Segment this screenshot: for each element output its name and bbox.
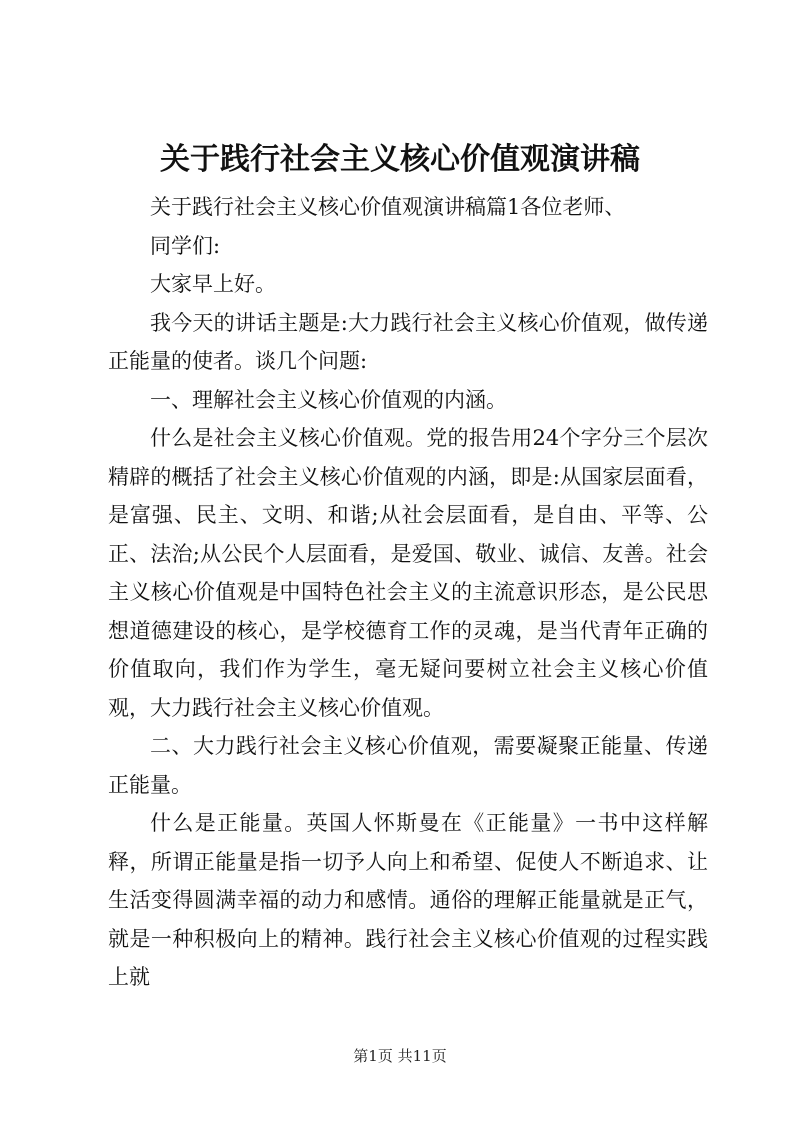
paragraph-4: 我今天的讲话主题是:大力践行社会主义核心价值观，做传递正能量的使者。谈几个问题: [108, 310, 708, 373]
document-body [108, 188, 708, 997]
paragraph-2: 同学们: [150, 233, 221, 258]
document-title: 关于践行社会主义核心价值观演讲稿 [160, 142, 640, 177]
page-footer: 第1页 共11页 [353, 1047, 447, 1065]
paragraph-1: 关于践行社会主义核心价值观演讲稿篇1各位老师、 [150, 195, 626, 219]
paragraph-5: 一、理解社会主义核心价值观的内涵。 [150, 387, 507, 412]
paragraph-8: 什么是正能量。英国人怀斯曼在《正能量》一书中这样解释，所谓正能量是指一切予人向上和希望、促使人不断追求、让生活变得圆满幸福的动力和感情。通俗的理解正能量就是正气，就是一种积极向上的精神。践行社会主义核心价值观的过程实践上就 [108, 811, 708, 989]
paragraph-6: 什么是社会主义核心价值观。党的报告用24个字分三个层次精辟的概括了社会主义核心价值观的内涵，即是:从国家层面看，是富强、民主、文明、和谐;从社会层面看，是自由、平等、公正、法治;从公民个人层面看，是爱国、敬业、诚信、友善。社会主义核心价值观是中国特色社会主义的主流意识形态，是公民思想道德建设的核心，是学校德育工作的灵魂，是当代青年正确的价值取向，我们作为学生，毫无疑问要树立社会主义核心价值观，大力践行社会主义核心价值观。 [108, 426, 708, 720]
paragraph-7: 二、大力践行社会主义核心价值观，需要凝聚正能量、传递正能量。 [108, 734, 708, 797]
paragraph-3: 大家早上好。 [150, 272, 276, 296]
